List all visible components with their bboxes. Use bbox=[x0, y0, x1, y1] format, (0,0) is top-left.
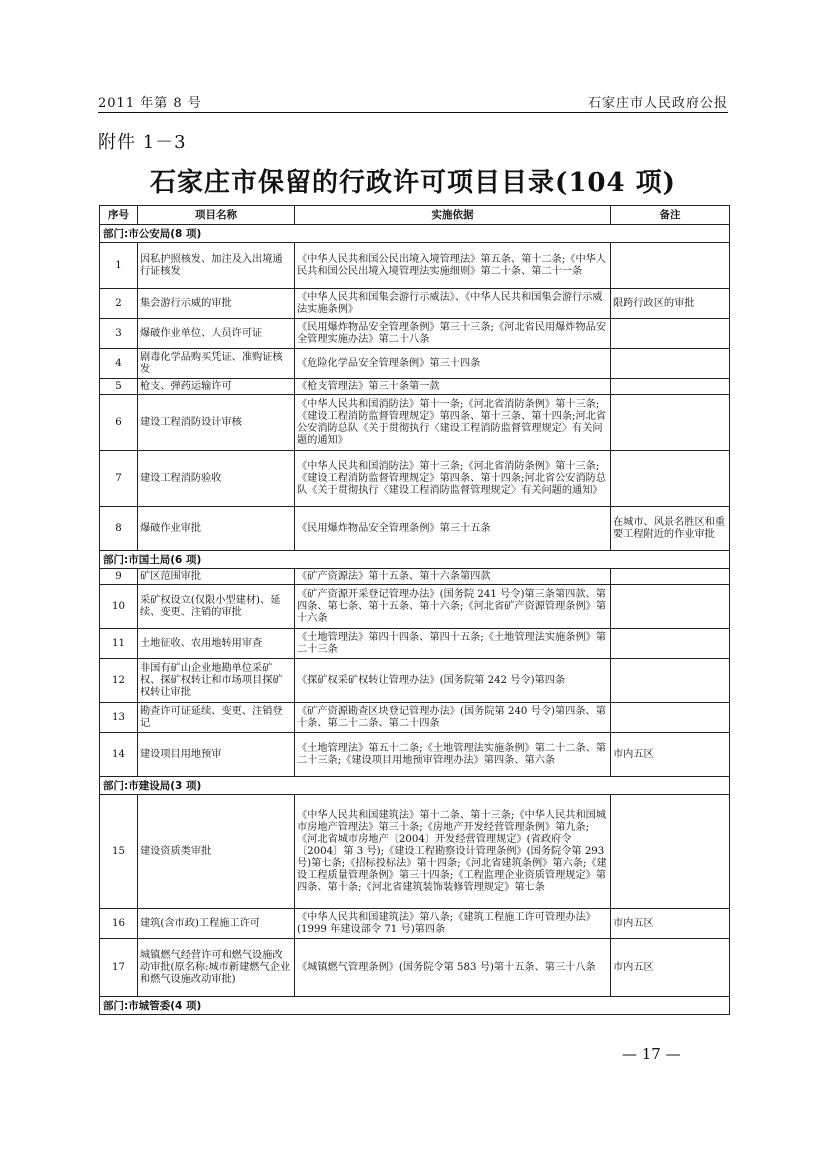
item-number: 17 bbox=[100, 939, 138, 997]
item-name: 爆破作业单位、人员许可证 bbox=[138, 319, 295, 349]
item-note bbox=[611, 243, 730, 289]
table-row bbox=[100, 909, 730, 939]
item-basis: 《矿产资源开采登记管理办法》(国务院 241 号令)第三条第四款、第四条、第七条、第十五条、第十六条;《河北省矿产资源管理条例》第十六条 bbox=[295, 585, 611, 629]
license-table bbox=[99, 205, 730, 1015]
table-row bbox=[100, 585, 730, 629]
item-basis: 《土地管理法》第四十四条、第四十五条;《土地管理法实施条例》第二十三条 bbox=[295, 629, 611, 659]
item-name: 集会游行示威的审批 bbox=[138, 289, 295, 319]
item-number: 13 bbox=[100, 703, 138, 733]
item-note bbox=[611, 395, 730, 451]
item-note: 市内五区 bbox=[611, 733, 730, 777]
item-name: 剧毒化学品购买凭证、准购证核发 bbox=[138, 349, 295, 379]
item-note: 市内五区 bbox=[611, 909, 730, 939]
item-number: 2 bbox=[100, 289, 138, 319]
header-rule bbox=[98, 112, 728, 113]
table-row bbox=[100, 939, 730, 997]
item-number: 8 bbox=[100, 507, 138, 551]
table-row bbox=[100, 629, 730, 659]
item-basis: 《民用爆炸物品安全管理条例》第三十三条;《河北省民用爆炸物品安全管理实施办法》第二十八条 bbox=[295, 319, 611, 349]
item-basis: 《土地管理法》第五十二条;《土地管理法实施条例》第二十二条、第二十三条;《建设项目用地预审管理办法》第四条、第六条 bbox=[295, 733, 611, 777]
col-header-basis: 实施依据 bbox=[295, 206, 611, 225]
header-issue: 2011 年第 8 号 bbox=[98, 96, 202, 111]
header-publication: 石家庄市人民政府公报 bbox=[587, 96, 728, 111]
page-number-text: — 17 — bbox=[622, 1045, 681, 1063]
item-number: 5 bbox=[100, 379, 138, 395]
item-basis: 《中华人民共和国集会游行示威法》、《中华人民共和国集会游行示威法实施条例》 bbox=[295, 289, 611, 319]
item-note bbox=[611, 379, 730, 395]
item-number: 1 bbox=[100, 243, 138, 289]
item-number: 7 bbox=[100, 451, 138, 507]
item-basis: 《探矿权采矿权转让管理办法》(国务院第 242 号令)第四条 bbox=[295, 659, 611, 703]
table-row bbox=[100, 507, 730, 551]
section-row bbox=[100, 777, 730, 795]
item-basis: 《中华人民共和国公民出境入境管理法》第五条、第十二条;《中华人民共和国公民出境入境管理法实施细则》第二十条、第二十一条 bbox=[295, 243, 611, 289]
item-name: 建设项目用地预审 bbox=[138, 733, 295, 777]
item-name: 非国有矿山企业地勘单位采矿权、探矿权转让和市场项目探矿权转让审批 bbox=[138, 659, 295, 703]
item-name: 勘查许可证延续、变更、注销登记 bbox=[138, 703, 295, 733]
item-number: 6 bbox=[100, 395, 138, 451]
item-basis: 《枪支管理法》第三十条第一款 bbox=[295, 379, 611, 395]
item-basis: 《中华人民共和国建筑法》第十二条、第十三条;《中华人民共和国城市房地产管理法》第三十条;《房地产开发经营管理条例》第九条;《河北省城市房地产〔2004〕开发经营管理规定》(省政府令〔2004〕第 3 号);《建设工程勘察设计管理条例》(国务院令第 293 号)第七条;《招标投标法》第十四条;《河北省建筑条例》第六条;《建设工程质量管理条例》第三十四条;《工程监理企业资质管理规定》第四条、第十条;《河北省建筑装饰装修管理规定》第七条 bbox=[295, 795, 611, 909]
attachment-label: 附件 1－3 bbox=[98, 132, 187, 153]
item-note bbox=[611, 569, 730, 585]
col-header-no: 序号 bbox=[100, 206, 138, 225]
table-row bbox=[100, 319, 730, 349]
item-note bbox=[611, 319, 730, 349]
item-note bbox=[611, 795, 730, 909]
table-row bbox=[100, 379, 730, 395]
item-name: 建筑(含市政)工程施工许可 bbox=[138, 909, 295, 939]
item-name: 矿区范围审批 bbox=[138, 569, 295, 585]
section-label: 部门:市公安局(8 项) bbox=[100, 225, 730, 243]
table-header-row bbox=[100, 206, 730, 225]
item-number: 16 bbox=[100, 909, 138, 939]
table-row bbox=[100, 569, 730, 585]
section-row bbox=[100, 225, 730, 243]
col-header-name: 项目名称 bbox=[138, 206, 295, 225]
col-header-note: 备注 bbox=[611, 206, 730, 225]
item-number: 4 bbox=[100, 349, 138, 379]
item-note bbox=[611, 659, 730, 703]
item-name: 因私护照核发、加注及入出境通行证核发 bbox=[138, 243, 295, 289]
item-note: 在城市、风景名胜区和重要工程附近的作业审批 bbox=[611, 507, 730, 551]
section-label: 部门:市城管委(4 项) bbox=[100, 997, 730, 1015]
item-number: 10 bbox=[100, 585, 138, 629]
page-title: 石家庄市保留的行政许可项目目录(104 项) bbox=[150, 168, 676, 198]
item-basis: 《城镇燃气管理条例》(国务院令第 583 号)第十五条、第三十八条 bbox=[295, 939, 611, 997]
item-name: 建设工程消防验收 bbox=[138, 451, 295, 507]
item-name: 城镇燃气经营许可和燃气设施改动审批(原名称:城市新建燃气企业和燃气设施改动审批) bbox=[138, 939, 295, 997]
item-name: 枪支、弹药运输许可 bbox=[138, 379, 295, 395]
item-basis: 《中华人民共和国建筑法》第八条;《建筑工程施工许可管理办法》(1999 年建设部令 71 号)第四条 bbox=[295, 909, 611, 939]
table-row bbox=[100, 289, 730, 319]
item-note bbox=[611, 349, 730, 379]
table-row bbox=[100, 795, 730, 909]
table-row bbox=[100, 395, 730, 451]
section-row bbox=[100, 997, 730, 1015]
section-row bbox=[100, 551, 730, 569]
item-note bbox=[611, 585, 730, 629]
item-basis: 《矿产资源法》第十五条、第十六条第四款 bbox=[295, 569, 611, 585]
item-note: 市内五区 bbox=[611, 939, 730, 997]
item-basis: 《危险化学品安全管理条例》第三十四条 bbox=[295, 349, 611, 379]
item-name: 爆破作业审批 bbox=[138, 507, 295, 551]
table-row bbox=[100, 703, 730, 733]
section-label: 部门:市建设局(3 项) bbox=[100, 777, 730, 795]
table-row bbox=[100, 659, 730, 703]
table-row bbox=[100, 451, 730, 507]
item-basis: 《中华人民共和国消防法》第十三条;《河北省消防条例》第十三条;《建设工程消防监督管理规定》第四条、第十四条;河北省公安消防总队《关于贯彻执行〈建设工程消防监督管理规定〉有关问题的通知》 bbox=[295, 451, 611, 507]
item-name: 土地征收、农用地转用审查 bbox=[138, 629, 295, 659]
item-name: 建设资质类审批 bbox=[138, 795, 295, 909]
item-number: 14 bbox=[100, 733, 138, 777]
item-number: 15 bbox=[100, 795, 138, 909]
item-note bbox=[611, 451, 730, 507]
table-row bbox=[100, 349, 730, 379]
item-number: 11 bbox=[100, 629, 138, 659]
section-label: 部门:市国土局(6 项) bbox=[100, 551, 730, 569]
item-number: 9 bbox=[100, 569, 138, 585]
table-row bbox=[100, 733, 730, 777]
item-note: 限跨行政区的审批 bbox=[611, 289, 730, 319]
item-name: 建设工程消防设计审核 bbox=[138, 395, 295, 451]
item-number: 3 bbox=[100, 319, 138, 349]
table-row bbox=[100, 243, 730, 289]
item-note bbox=[611, 703, 730, 733]
item-name: 采矿权设立(仅限小型建材)、延续、变更、注销的审批 bbox=[138, 585, 295, 629]
item-basis: 《中华人民共和国消防法》第十一条;《河北省消防条例》第十三条;《建设工程消防监督管理规定》第四条、第十三条、第十四条;河北省公安消防总队《关于贯彻执行〈建设工程消防监督管理规定〉有关问题的通知》 bbox=[295, 395, 611, 451]
item-number: 12 bbox=[100, 659, 138, 703]
item-basis: 《矿产资源勘查区块登记管理办法》(国务院第 240 号令)第四条、第十条、第二十二条、第二十四条 bbox=[295, 703, 611, 733]
item-note bbox=[611, 629, 730, 659]
item-basis: 《民用爆炸物品安全管理条例》第三十五条 bbox=[295, 507, 611, 551]
